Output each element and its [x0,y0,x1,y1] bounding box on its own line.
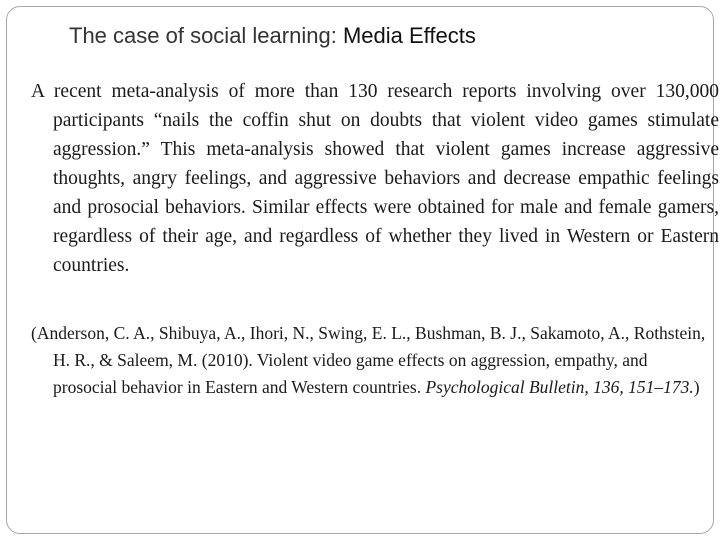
citation-journal: Psychological Bulletin, 136, 151–173. [425,377,694,397]
slide-frame [6,6,719,534]
citation-authors: (Anderson, C. A., Shibuya, A., Ihori, N., Swing, E. L., Bushman, B. J., Sakamoto, A., Rothstein, H. R., & Saleem, M. (2010). Violent video game effects on aggression, empathy, and prosocial behavior in Eastern and Western countries. [31,323,706,397]
body-paragraph: A recent meta-analysis of more than 130 research reports involving over 130,000 participants “nails the coffin shut on doubts that violent video games stimulate aggression.” This meta-analysis showed that violent games increase aggressive thoughts, angry feelings, and aggressive behaviors and decrease empathic feelings and prosocial behaviors. Similar effects were obtained for male and female gamers, regardless of their age, and regardless of whether they lived in Western or Eastern countries. [31,81,719,276]
title-prefix: The case of social learning: [69,23,343,48]
slide-title [69,23,476,49]
citation [31,320,713,401]
title-emphasis: Media Effects [342,23,476,48]
citation-closing: ) [693,377,700,397]
